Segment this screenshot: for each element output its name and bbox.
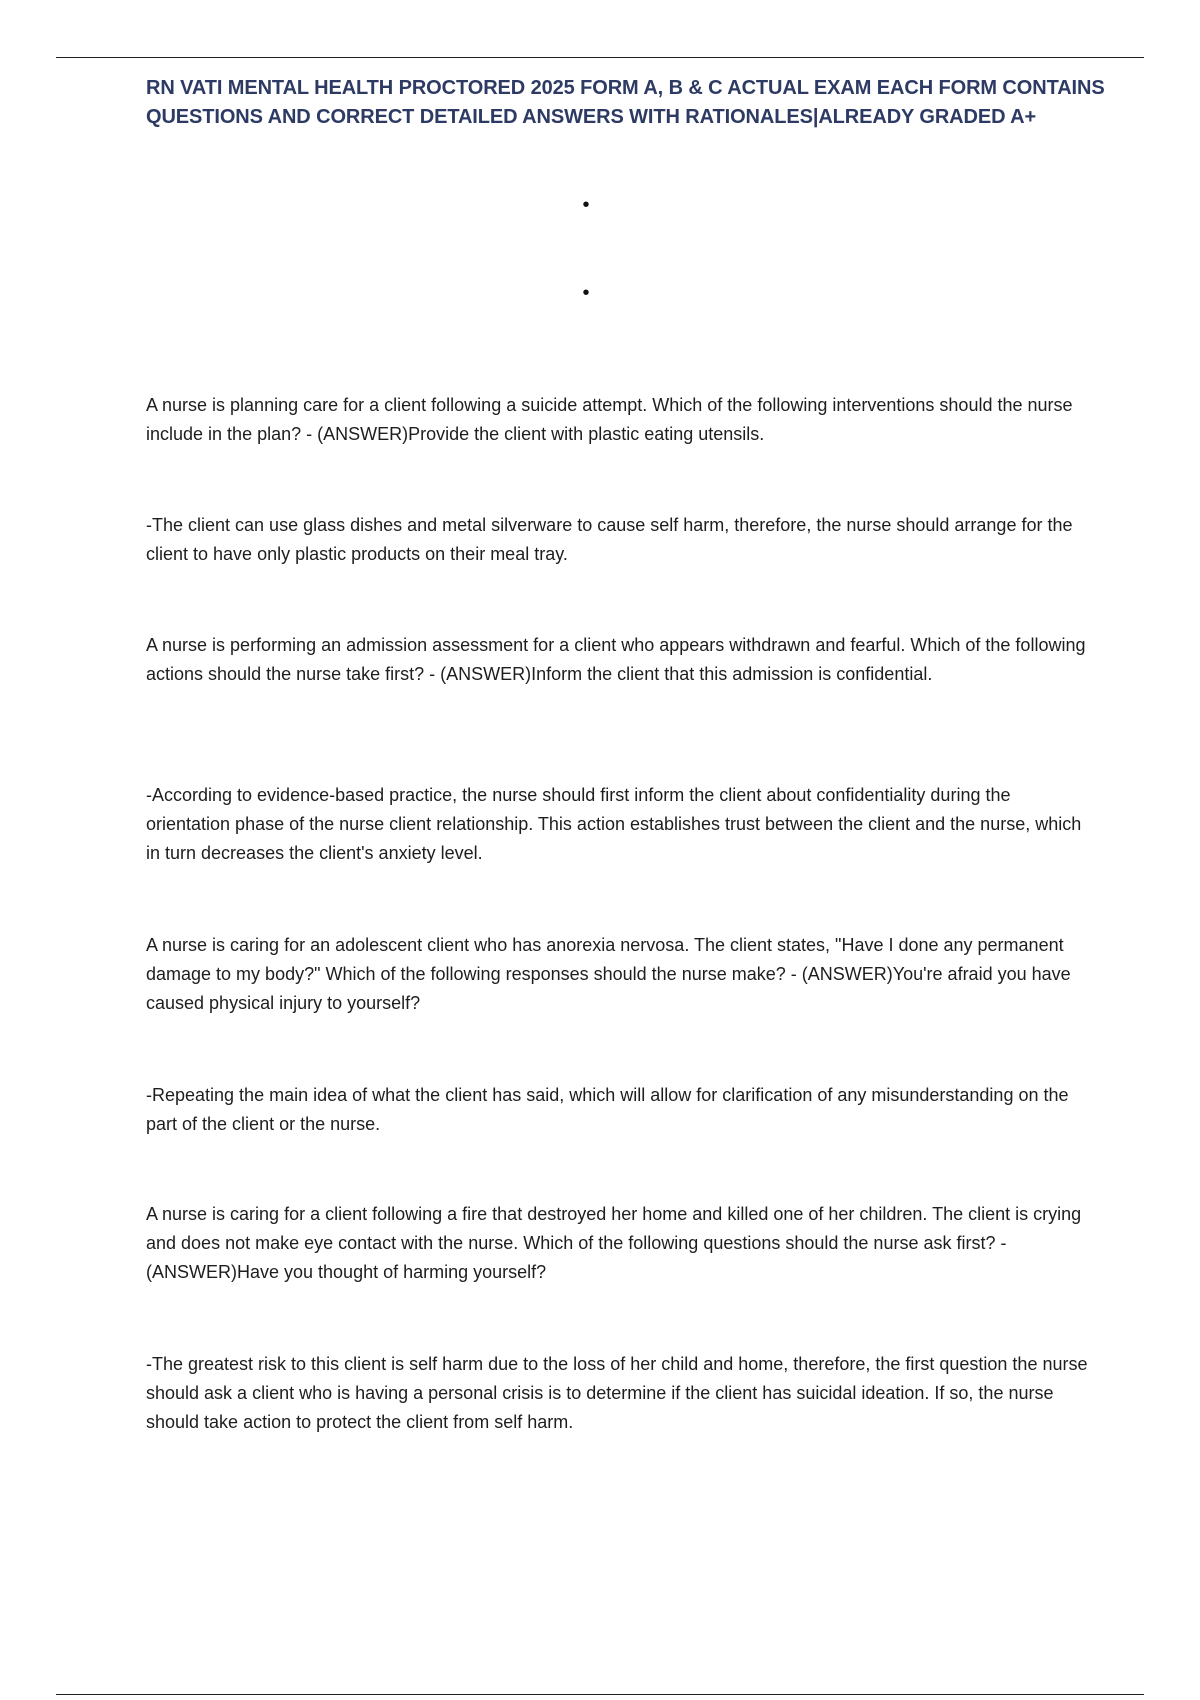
rationale-paragraph: -Repeating the main idea of what the client has said, which will allow for clarification of any misunderstanding on the part of the client or the nurse. xyxy=(146,1085,1069,1134)
rationale-paragraph: -According to evidence-based practice, the nurse should first inform the client about confidentiality during the orientation phase of the nurse client relationship. This action establishes trust between the client and the nurse, which in turn decreases the client's anxiety level. xyxy=(146,785,1082,863)
question-paragraph: A nurse is caring for an adolescent client who has anorexia nervosa. The client states, "Have I done any permanent damage to my body?" Which of the following responses should the nurse make? - (ANSWER)You're afraid you have caused physical injury to yourself? xyxy=(146,935,1071,1013)
page-title: RN VATI MENTAL HEALTH PROCTORED 2025 FORM A, B & C ACTUAL EXAM EACH FORM CONTAINS QUESTIONS AND CORRECT DETAILED ANSWERS WITH RATIONALES|ALREADY GRADED A+ xyxy=(146,77,1105,128)
rationale-paragraph: -The client can use glass dishes and metal silverware to cause self harm, therefore, the nurse should arrange for the client to have only plastic products on their meal tray. xyxy=(146,515,1073,564)
top-divider xyxy=(56,57,1144,58)
question-paragraph: A nurse is performing an admission assessment for a client who appears withdrawn and fearful. Which of the following actions should the nurse take first? - (ANSWER)Inform the client that this admission is confidential. xyxy=(146,635,1086,684)
bullet-point: • xyxy=(582,282,590,304)
question-paragraph: A nurse is planning care for a client following a suicide attempt. Which of the following interventions should the nurse include in the plan? - (ANSWER)Provide the client with plastic eating utensils. xyxy=(146,395,1073,444)
bottom-divider xyxy=(56,1694,1144,1695)
bullet-point: • xyxy=(582,194,590,216)
question-paragraph: A nurse is caring for a client following a fire that destroyed her home and killed one of her children. The client is crying and does not make eye contact with the nurse. Which of the following questions should the nurse ask first? - (ANSWER)Have you thought of harming yourself? xyxy=(146,1204,1082,1282)
rationale-paragraph: -The greatest risk to this client is self harm due to the loss of her child and home, therefore, the first question the nurse should ask a client who is having a personal crisis is to determine if the client has suicidal ideation. If so, the nurse should take action to protect the client from self harm. xyxy=(146,1354,1088,1432)
